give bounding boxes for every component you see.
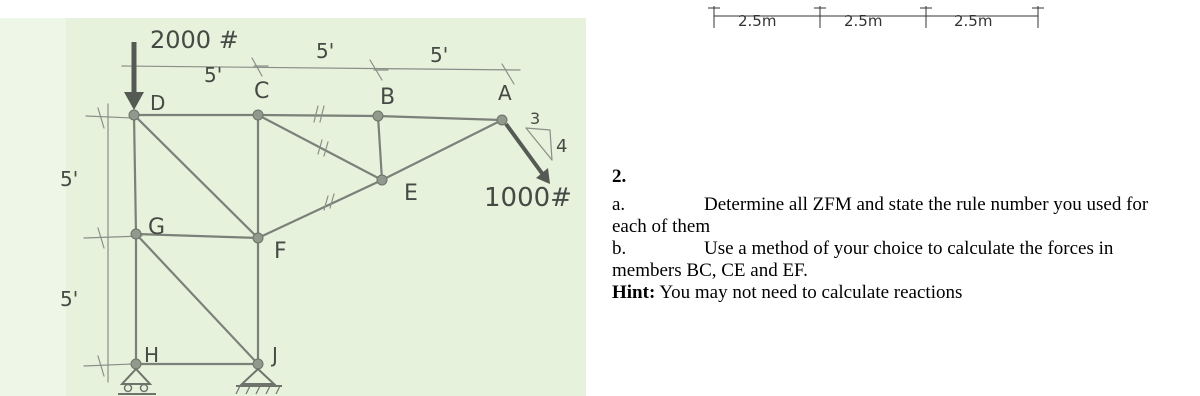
problem-item-a [612,194,1172,238]
problem-statement [612,166,1172,304]
hint-text: You may not need to calculate reactions [659,282,963,303]
problem-hint [612,282,1172,304]
left-dim-1: 5' [60,167,79,191]
scale-label-1: 2.5m [738,12,777,30]
joint-F [253,233,263,243]
joint-B [373,111,383,121]
joint-label-D: D [150,91,166,115]
sketch-left-margin [0,18,66,396]
joint-label-A: A [498,81,512,105]
problem-number: 2. [612,166,627,187]
joint-A [497,115,507,125]
slope-rise-label: 4 [556,136,568,157]
joint-G [131,229,141,239]
hint-label: Hint: [612,282,656,303]
joint-E [377,175,387,185]
problem-item-b-text: Use a method of your choice to calculate the forces in members BC, CE and EF. [612,238,1114,281]
member-CB [258,115,378,116]
problem-item-b [612,238,1172,282]
joint-label-C: C [254,79,270,104]
top-dim-3: 5' [430,43,449,67]
problem-item-b-letter: b. [612,238,627,259]
inclined-load-label: 1000# [484,183,572,213]
slope-run-label: 3 [530,109,541,128]
joint-label-B: B [380,85,396,110]
scale-label-3: 2.5m [954,12,993,30]
joint-C [253,110,263,120]
scale-ruler [700,0,1200,40]
problem-item-a-text: Determine all ZFM and state the rule number you used for each of them [612,194,1149,237]
joint-label-H: H [144,343,160,367]
joint-H [131,359,141,369]
joint-J [253,359,263,369]
vertical-load-label: 2000 # [150,26,239,54]
top-dim-2: 5' [316,39,335,63]
joint-label-E: E [404,181,418,206]
problem-item-a-letter: a. [612,194,626,215]
joint-label-G: G [148,215,166,240]
joint-label-J: J [272,343,278,367]
left-dim-2: 5' [60,287,79,311]
top-dim-1: 5' [204,63,223,87]
scale-label-2: 2.5m [844,12,883,30]
joint-D [129,110,139,120]
joint-label-F: F [274,239,287,264]
